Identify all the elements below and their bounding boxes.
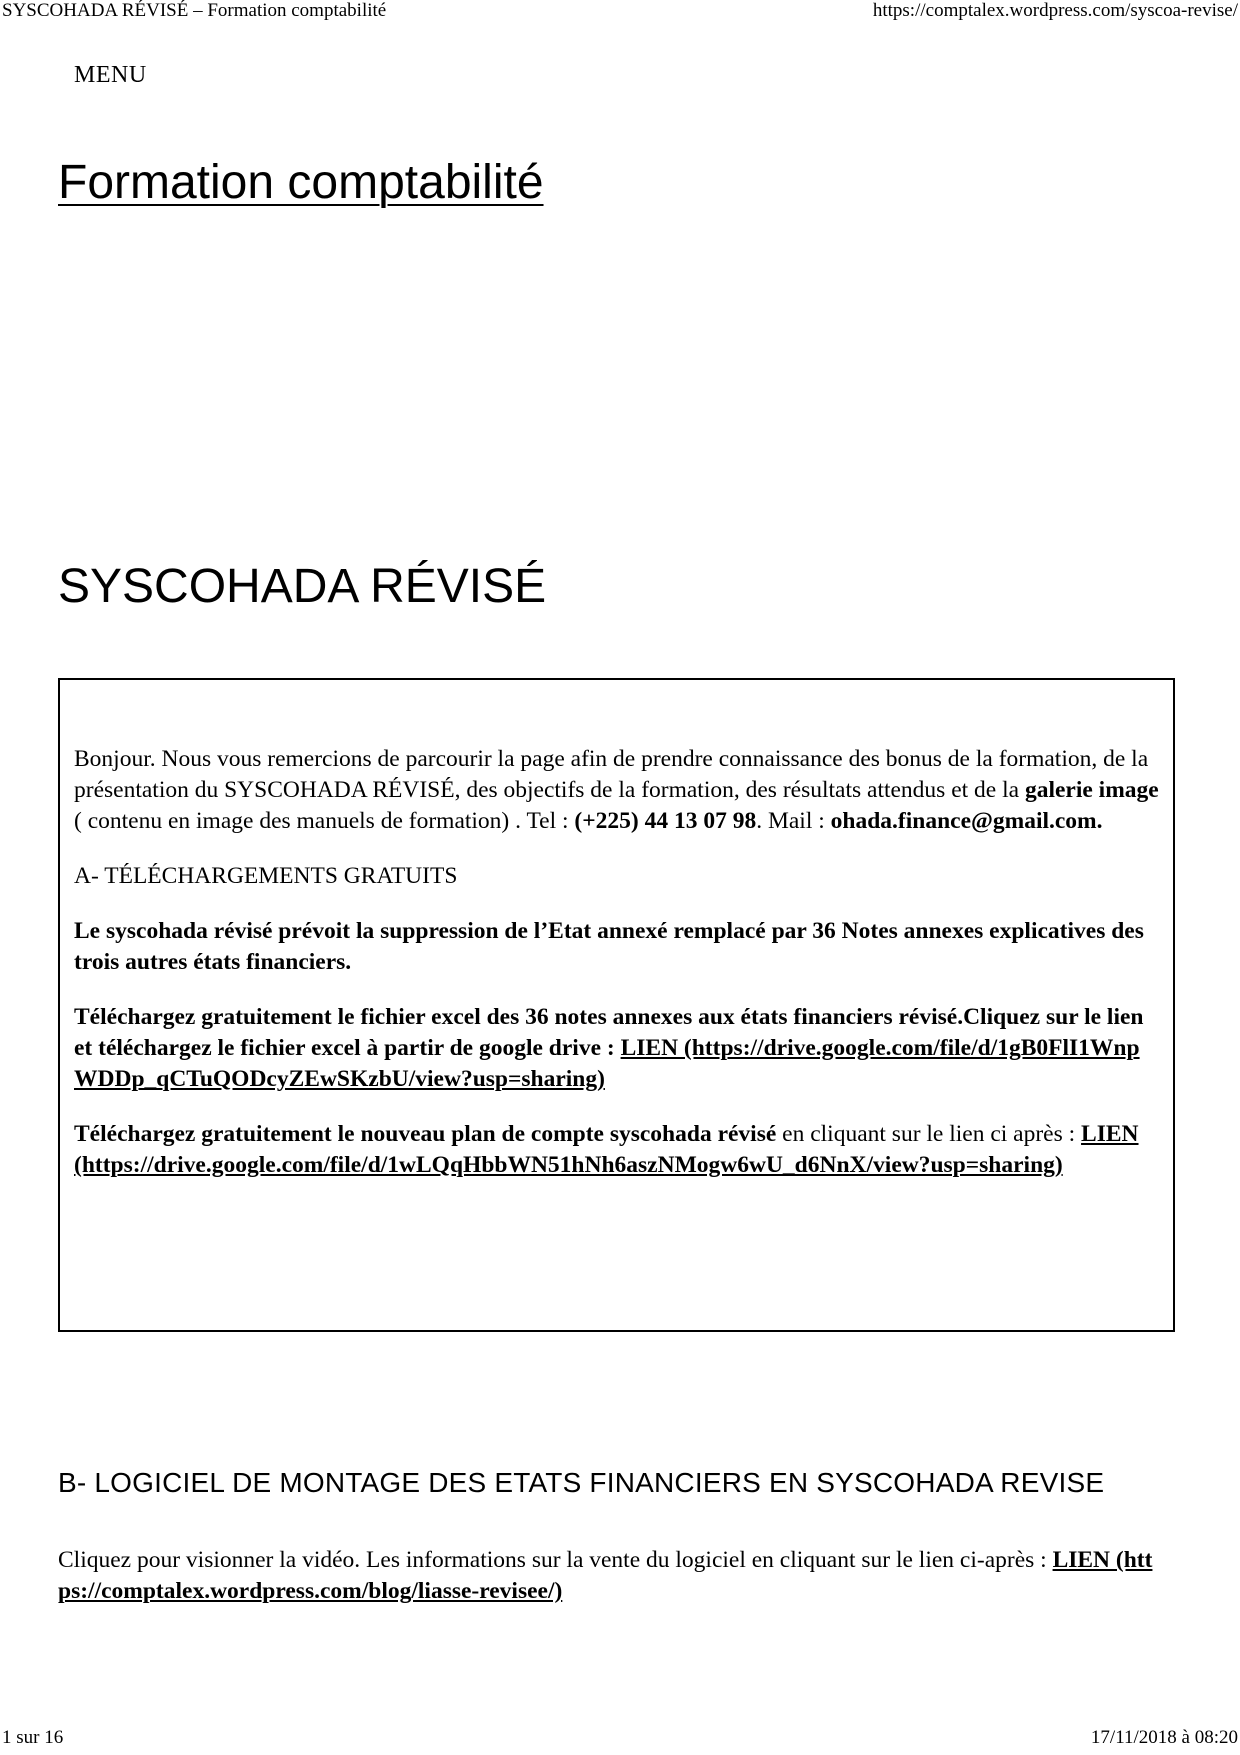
section-b-text: Cliquez pour visionner la vidéo. Les informations sur la vente du logiciel en cliquant sur le lien ci-après : xyxy=(58,1547,1053,1573)
page-counter: 1 sur 16 xyxy=(2,1727,64,1748)
excel-download-link[interactable]: LIEN (https://drive.google.com/file/d/1gB0FlI1WnpWDDp_qCTuQODcyZEwSKzbU/view?usp=sharing) xyxy=(74,1035,1140,1092)
email-address: ohada.finance@gmail.com. xyxy=(830,808,1103,834)
site-title-link[interactable]: Formation comptabilité xyxy=(58,156,544,209)
plan-paragraph xyxy=(74,1119,1159,1181)
print-header-url: https://comptalex.wordpress.com/syscoa-revise/ xyxy=(872,0,1238,21)
gallery-text: galerie image xyxy=(1024,777,1159,803)
intro-text-1: Bonjour. Nous vous remercions de parcourir la page afin de prendre connaissance des bonus de la formation, de la présentation du SYSCOHADA RÉVISÉ, des objectifs de la formation, des résultats attendus et de la xyxy=(74,746,1149,803)
notes-text: Le syscohada révisé prévoit la suppression de l’Etat annexé remplacé par 36 Notes annexes explicatives des trois autres états financiers. xyxy=(74,918,1144,975)
print-header xyxy=(0,0,1240,24)
excel-text: Téléchargez gratuitement le fichier excel des 36 notes annexes aux états financiers révisé.Cliquez sur le lien et téléchargez le fichier excel à partir de google drive : xyxy=(74,1004,1144,1061)
intro-text-3: . Mail : xyxy=(756,808,831,834)
section-b-paragraph xyxy=(58,1545,1158,1607)
notes-paragraph xyxy=(74,916,1159,978)
menu-button[interactable]: MENU xyxy=(74,62,147,88)
plan-bold-text: Téléchargez gratuitement le nouveau plan de compte syscohada révisé xyxy=(74,1121,777,1147)
plan-text: en cliquant sur le lien ci après : xyxy=(776,1121,1082,1147)
section-b-heading: B- LOGICIEL DE MONTAGE DES ETATS FINANCIERS EN SYSCOHADA REVISE xyxy=(58,1467,1105,1498)
print-header-title: SYSCOHADA RÉVISÉ – Formation comptabilité xyxy=(2,0,387,21)
print-datetime: 17/11/2018 à 08:20 xyxy=(1090,1727,1238,1748)
page-title: SYSCOHADA RÉVISÉ xyxy=(58,560,547,613)
intro-text-2: ( contenu en image des manuels de formation) . Tel : xyxy=(74,808,575,834)
print-footer xyxy=(0,1727,1240,1751)
software-info-link[interactable]: LIEN (https://comptalex.wordpress.com/blog/liasse-revisee/) xyxy=(58,1547,1153,1604)
phone-number: (+225) 44 13 07 98 xyxy=(574,808,757,834)
intro-paragraph xyxy=(74,744,1159,837)
section-a-heading: A- TÉLÉCHARGEMENTS GRATUITS xyxy=(74,863,458,889)
plan-download-link[interactable]: LIEN (https://drive.google.com/file/d/1wLQqHbbWN51hNh6aszNMogw6wU_d6NnX/view?usp=sharing) xyxy=(74,1121,1139,1178)
content-box xyxy=(58,678,1175,1332)
excel-paragraph xyxy=(74,1002,1159,1095)
